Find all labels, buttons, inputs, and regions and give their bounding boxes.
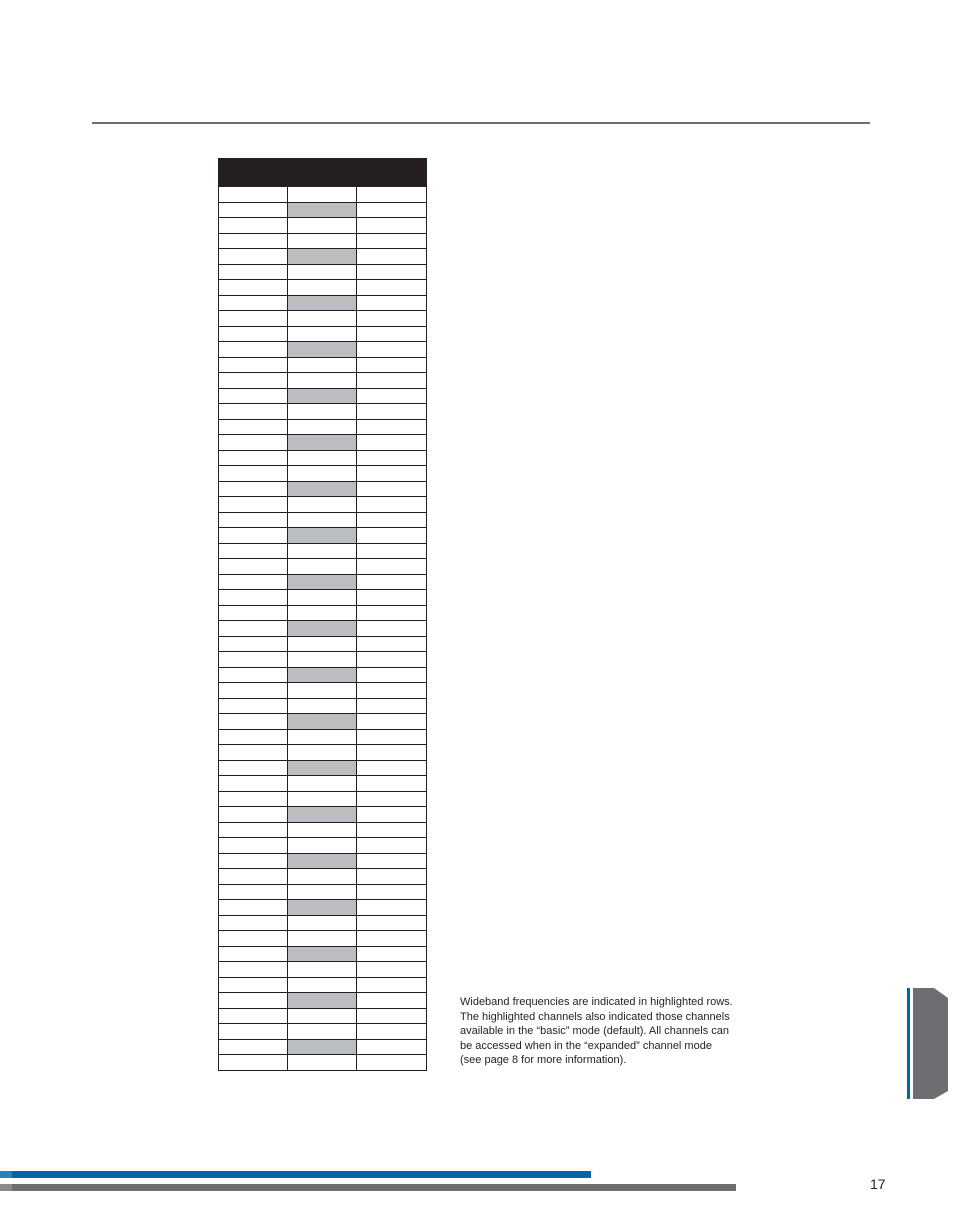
top-rule — [92, 122, 870, 124]
table-cell — [219, 264, 288, 280]
table-cell — [288, 729, 357, 745]
table-cell — [288, 373, 357, 389]
table-row — [219, 605, 427, 621]
table-cell — [357, 233, 427, 249]
table-cell — [357, 869, 427, 885]
table-cell — [288, 915, 357, 931]
table-cell — [219, 931, 288, 947]
page-number: 17 — [870, 1176, 886, 1192]
table-cell — [219, 574, 288, 590]
table-cell — [357, 249, 427, 265]
table-cell — [288, 791, 357, 807]
table-row — [219, 311, 427, 327]
table-cell — [219, 233, 288, 249]
table-row — [219, 729, 427, 745]
table-cell — [288, 822, 357, 838]
table-cell — [288, 574, 357, 590]
table-cell — [357, 931, 427, 947]
table-cell — [357, 218, 427, 234]
table-cell — [219, 1055, 288, 1071]
table-cell — [219, 295, 288, 311]
table-row — [219, 822, 427, 838]
table-row — [219, 838, 427, 854]
table-cell — [288, 466, 357, 482]
table-cell — [219, 791, 288, 807]
table-cell — [219, 760, 288, 776]
section-tab — [907, 988, 948, 1099]
table-cell — [357, 264, 427, 280]
table-row — [219, 450, 427, 466]
table-row — [219, 574, 427, 590]
table-row — [219, 900, 427, 916]
table-cell — [357, 497, 427, 513]
table-row — [219, 652, 427, 668]
table-cell — [357, 946, 427, 962]
table-row — [219, 884, 427, 900]
table-row — [219, 869, 427, 885]
table-cell — [288, 388, 357, 404]
table-cell — [219, 404, 288, 420]
table-cell — [219, 915, 288, 931]
table-cell — [288, 884, 357, 900]
table-cell — [357, 698, 427, 714]
table-cell — [357, 853, 427, 869]
table-cell — [357, 187, 427, 203]
table-cell — [219, 946, 288, 962]
table-cell — [288, 667, 357, 683]
table-cell — [357, 1055, 427, 1071]
table-cell — [288, 900, 357, 916]
table-cell — [357, 574, 427, 590]
table-cell — [288, 621, 357, 637]
table-row — [219, 1024, 427, 1040]
table-cell — [219, 373, 288, 389]
table-cell — [219, 280, 288, 296]
table-cell — [357, 776, 427, 792]
table-cell — [288, 311, 357, 327]
table-cell — [219, 218, 288, 234]
table-cell — [357, 373, 427, 389]
table-row — [219, 636, 427, 652]
table-cell — [288, 295, 357, 311]
table-cell — [219, 900, 288, 916]
table-cell — [288, 357, 357, 373]
wideband-note: Wideband frequencies are indicated in highlighted rows. The highlighted channels also indicated those channels available in the “basic” mode (default). All channels can be accessed when in the “expanded” channel mode (see page 8 for more information). — [460, 996, 733, 1066]
table-cell — [288, 528, 357, 544]
footer-blue-bar-stub — [0, 1171, 12, 1178]
table-row — [219, 621, 427, 637]
table-cell — [357, 652, 427, 668]
table-cell — [288, 233, 357, 249]
table-cell — [219, 311, 288, 327]
table-cell — [357, 357, 427, 373]
table-cell — [219, 187, 288, 203]
table-cell — [357, 915, 427, 931]
table-cell — [357, 202, 427, 218]
table-row — [219, 993, 427, 1009]
table-cell — [288, 404, 357, 420]
table-cell — [219, 652, 288, 668]
table-row — [219, 683, 427, 699]
frequency-table — [218, 158, 427, 1071]
table-cell — [357, 884, 427, 900]
footer-blue-bar — [0, 1171, 591, 1178]
table-cell — [357, 388, 427, 404]
table-cell — [288, 249, 357, 265]
table-cell — [219, 481, 288, 497]
table-cell — [288, 512, 357, 528]
table-cell — [357, 993, 427, 1009]
table-cell — [219, 838, 288, 854]
table-cell — [357, 435, 427, 451]
table-cell — [288, 218, 357, 234]
table-cell — [219, 543, 288, 559]
table-cell — [288, 264, 357, 280]
table-row — [219, 388, 427, 404]
table-cell — [357, 729, 427, 745]
table-header-cell — [219, 159, 288, 187]
table-row — [219, 977, 427, 993]
table-header-cell — [357, 159, 427, 187]
table-cell — [357, 822, 427, 838]
table-cell — [219, 745, 288, 761]
table-cell — [357, 404, 427, 420]
table-cell — [357, 1008, 427, 1024]
table-cell — [219, 528, 288, 544]
table-cell — [219, 776, 288, 792]
table-row — [219, 776, 427, 792]
table-cell — [357, 295, 427, 311]
table-row — [219, 264, 427, 280]
table-cell — [288, 745, 357, 761]
table-cell — [288, 590, 357, 606]
table-row — [219, 1039, 427, 1055]
table-cell — [219, 342, 288, 358]
table-row — [219, 481, 427, 497]
table-row — [219, 543, 427, 559]
table-cell — [288, 652, 357, 668]
table-cell — [288, 1008, 357, 1024]
footer-gray-bar — [0, 1184, 736, 1191]
table-row — [219, 962, 427, 978]
table-cell — [219, 807, 288, 823]
table-row — [219, 435, 427, 451]
table-cell — [288, 946, 357, 962]
table-row — [219, 528, 427, 544]
table-cell — [219, 822, 288, 838]
table-row — [219, 946, 427, 962]
table-cell — [288, 497, 357, 513]
table-cell — [219, 1024, 288, 1040]
table-row — [219, 373, 427, 389]
table-cell — [357, 559, 427, 575]
table-cell — [288, 962, 357, 978]
table-cell — [357, 962, 427, 978]
table-cell — [219, 884, 288, 900]
table-cell — [288, 714, 357, 730]
table-cell — [219, 497, 288, 513]
table-cell — [357, 605, 427, 621]
table-cell — [219, 388, 288, 404]
section-tab-body — [913, 988, 948, 1099]
table-header-row — [219, 159, 427, 187]
table-cell — [288, 450, 357, 466]
table-row — [219, 590, 427, 606]
table-row — [219, 1055, 427, 1071]
table-cell — [288, 326, 357, 342]
table-row — [219, 342, 427, 358]
table-cell — [219, 512, 288, 528]
table-cell — [357, 714, 427, 730]
table-cell — [288, 559, 357, 575]
table-cell — [357, 791, 427, 807]
table-row — [219, 419, 427, 435]
table-cell — [288, 807, 357, 823]
table-cell — [288, 1024, 357, 1040]
table-row — [219, 249, 427, 265]
table-cell — [219, 729, 288, 745]
table-cell — [219, 249, 288, 265]
table-cell — [219, 605, 288, 621]
table-cell — [288, 481, 357, 497]
table-cell — [357, 667, 427, 683]
table-cell — [219, 435, 288, 451]
table-row — [219, 202, 427, 218]
table-row — [219, 931, 427, 947]
table-cell — [219, 962, 288, 978]
section-tab-blue-edge — [907, 988, 910, 1099]
table-cell — [219, 590, 288, 606]
table-row — [219, 791, 427, 807]
table-cell — [357, 745, 427, 761]
table-cell — [357, 543, 427, 559]
table-cell — [219, 202, 288, 218]
table-row — [219, 280, 427, 296]
table-cell — [357, 636, 427, 652]
table-row — [219, 698, 427, 714]
table-row — [219, 326, 427, 342]
table-cell — [219, 466, 288, 482]
table-cell — [219, 419, 288, 435]
table-cell — [357, 900, 427, 916]
table-row — [219, 512, 427, 528]
table-cell — [219, 1008, 288, 1024]
table-row — [219, 1008, 427, 1024]
table-cell — [288, 636, 357, 652]
table-cell — [288, 202, 357, 218]
table-cell — [288, 342, 357, 358]
table-row — [219, 404, 427, 420]
table-row — [219, 187, 427, 203]
table-cell — [288, 977, 357, 993]
table-cell — [219, 667, 288, 683]
table-row — [219, 714, 427, 730]
table-cell — [288, 419, 357, 435]
table-row — [219, 497, 427, 513]
table-cell — [288, 993, 357, 1009]
table-cell — [288, 931, 357, 947]
table-cell — [288, 776, 357, 792]
table-cell — [357, 481, 427, 497]
table-cell — [288, 869, 357, 885]
table-row — [219, 357, 427, 373]
table-cell — [219, 1039, 288, 1055]
table-cell — [357, 280, 427, 296]
table-row — [219, 807, 427, 823]
table-cell — [357, 1039, 427, 1055]
table-cell — [219, 621, 288, 637]
table-cell — [219, 450, 288, 466]
table-cell — [219, 993, 288, 1009]
table-cell — [357, 1024, 427, 1040]
table-cell — [288, 435, 357, 451]
table-cell — [219, 869, 288, 885]
table-cell — [288, 853, 357, 869]
table-row — [219, 233, 427, 249]
table-cell — [219, 977, 288, 993]
table-cell — [357, 807, 427, 823]
table-cell — [357, 419, 427, 435]
table-cell — [288, 1055, 357, 1071]
table-cell — [219, 714, 288, 730]
table-header-cell — [288, 159, 357, 187]
table-row — [219, 667, 427, 683]
table-cell — [288, 838, 357, 854]
table-row — [219, 218, 427, 234]
table-row — [219, 853, 427, 869]
table-cell — [357, 450, 427, 466]
table-row — [219, 466, 427, 482]
table-cell — [357, 590, 427, 606]
table-cell — [288, 683, 357, 699]
table-cell — [288, 605, 357, 621]
table-cell — [288, 1039, 357, 1055]
table-cell — [357, 466, 427, 482]
table-cell — [357, 838, 427, 854]
table-cell — [219, 853, 288, 869]
table-row — [219, 295, 427, 311]
table-cell — [219, 559, 288, 575]
table-cell — [219, 357, 288, 373]
table-cell — [219, 636, 288, 652]
table-body — [219, 187, 427, 1071]
table-cell — [357, 311, 427, 327]
table-cell — [357, 326, 427, 342]
table-cell — [288, 187, 357, 203]
table-cell — [357, 683, 427, 699]
table-cell — [288, 543, 357, 559]
table-cell — [357, 760, 427, 776]
table-cell — [288, 760, 357, 776]
table-cell — [357, 621, 427, 637]
table-cell — [219, 326, 288, 342]
table-row — [219, 559, 427, 575]
table-cell — [288, 698, 357, 714]
footer-gray-bar-stub — [0, 1184, 12, 1191]
table-cell — [357, 528, 427, 544]
table-cell — [357, 342, 427, 358]
table-row — [219, 760, 427, 776]
table-cell — [357, 977, 427, 993]
table-row — [219, 915, 427, 931]
table-cell — [219, 698, 288, 714]
table-cell — [288, 280, 357, 296]
table-cell — [219, 683, 288, 699]
table-cell — [357, 512, 427, 528]
table-row — [219, 745, 427, 761]
